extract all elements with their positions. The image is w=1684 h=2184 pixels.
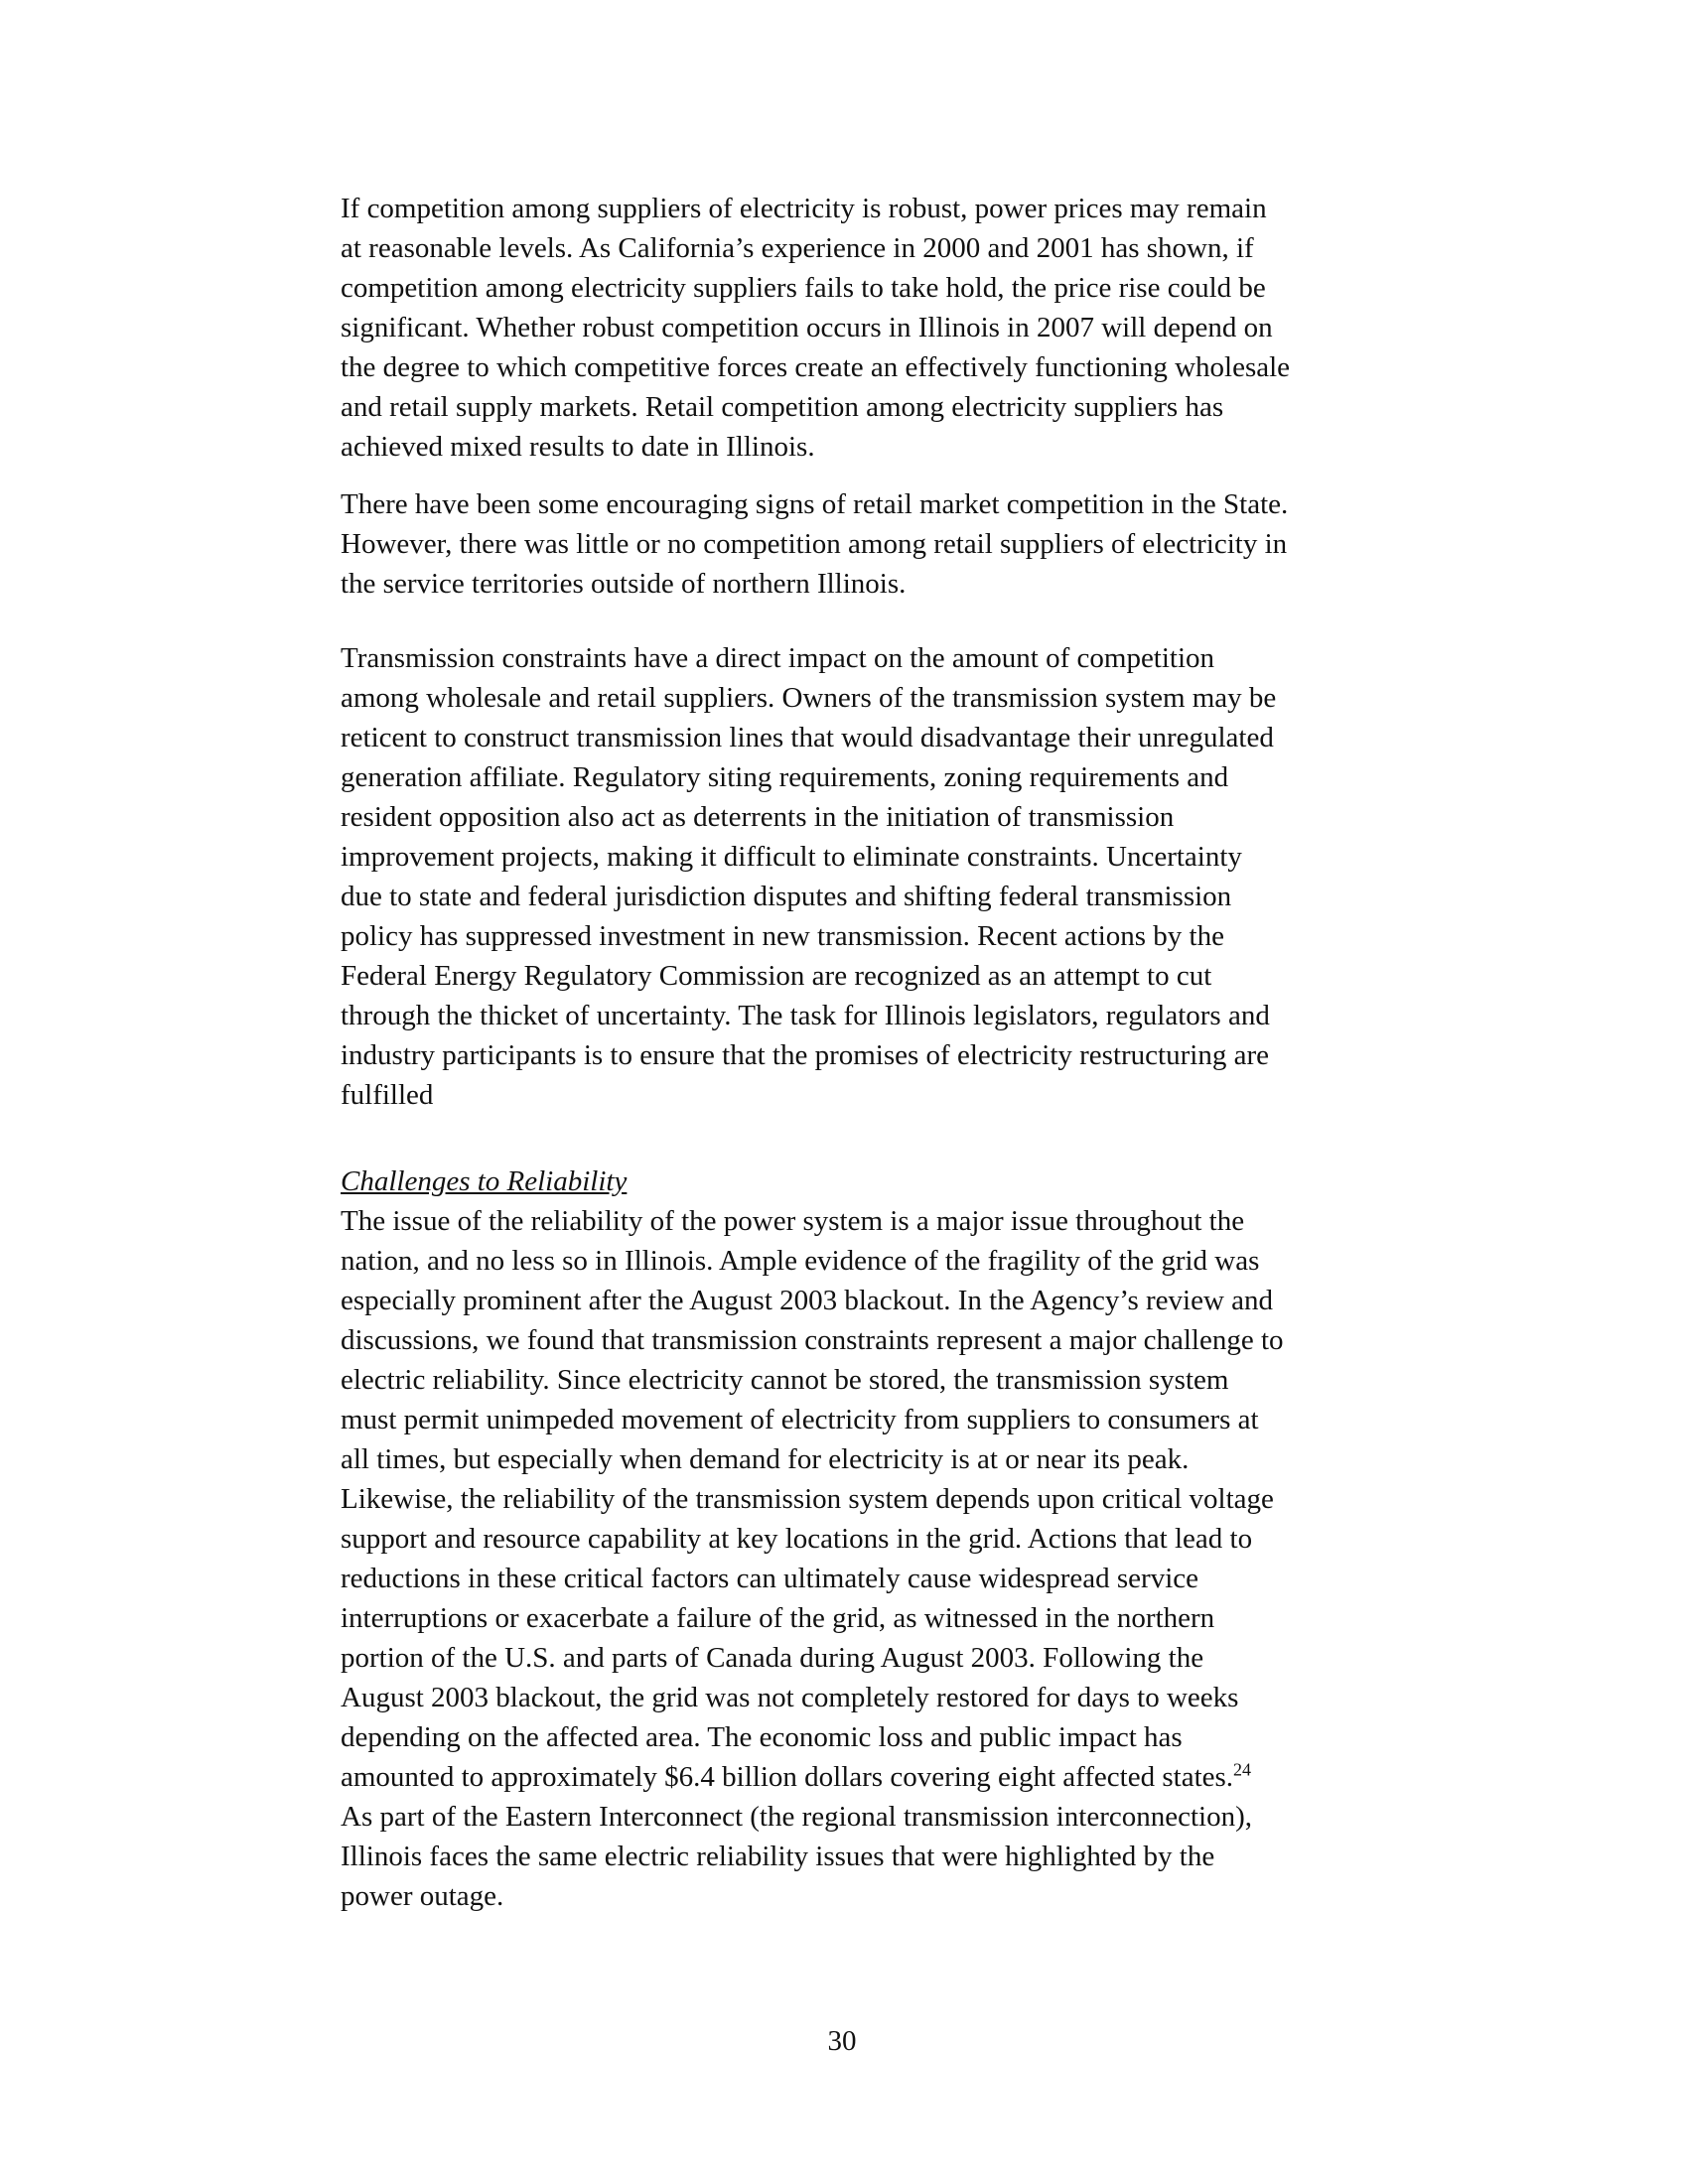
text-line: among wholesale and retail suppliers. Owners of the transmission system may be <box>341 682 1277 714</box>
text-line: competition among electricity suppliers fails to take hold, the price rise could be <box>341 272 1266 304</box>
paragraph-transmission-constraints <box>341 638 1453 1115</box>
text-line: portion of the U.S. and parts of Canada during August 2003. Following the <box>341 1642 1204 1674</box>
page-number: 30 <box>827 2025 857 2057</box>
text-line: Illinois faces the same electric reliability issues that were highlighted by the <box>341 1841 1215 1872</box>
text-line: resident opposition also act as deterrents in the initiation of transmission <box>341 801 1175 833</box>
text-line: industry participants is to ensure that the promises of electricity restructuring are <box>341 1039 1269 1071</box>
paragraph-reliability <box>341 1201 1453 1916</box>
text-line: There have been some encouraging signs of retail market competition in the State. <box>341 488 1289 520</box>
text-line: If competition among suppliers of electricity is robust, power prices may remain <box>341 193 1267 224</box>
text-line: depending on the affected area. The economic loss and public impact has <box>341 1721 1183 1753</box>
text-line: especially prominent after the August 2003 blackout. In the Agency’s review and <box>341 1285 1274 1316</box>
text-line: The issue of the reliability of the power system is a major issue throughout the <box>341 1205 1245 1237</box>
text-line: Likewise, the reliability of the transmission system depends upon critical voltage <box>341 1483 1274 1515</box>
text-line: achieved mixed results to date in Illinois. <box>341 431 815 463</box>
text-line: nation, and no less so in Illinois. Ample evidence of the fragility of the grid was <box>341 1245 1260 1277</box>
text-line: amounted to approximately $6.4 billion dollars covering eight affected states.$^{24}$ <box>341 1759 1252 1793</box>
text-line: due to state and federal jurisdiction disputes and shifting federal transmission <box>341 881 1232 912</box>
text-line: interruptions or exacerbate a failure of the grid, as witnessed in the northern <box>341 1602 1215 1634</box>
text-line: the degree to which competitive forces create an effectively functioning wholesale <box>341 351 1291 383</box>
text-line: electric reliability. Since electricity cannot be stored, the transmission system <box>341 1364 1229 1396</box>
text-line: However, there was little or no competition among retail suppliers of electricity in <box>341 528 1288 560</box>
text-line: power outage. <box>341 1880 504 1912</box>
text-line: at reasonable levels. As California’s experience in 2000 and 2001 has shown, if <box>341 232 1254 264</box>
text-line: generation affiliate. Regulatory siting requirements, zoning requirements and <box>341 761 1229 793</box>
section-heading: Challenges to Reliability <box>341 1165 628 1197</box>
text-line: must permit unimpeded movement of electricity from suppliers to consumers at <box>341 1404 1259 1435</box>
text-line: discussions, we found that transmission constraints represent a major challenge to <box>341 1324 1284 1356</box>
text-line: Federal Energy Regulatory Commission are recognized as an attempt to cut <box>341 960 1212 992</box>
text-line: August 2003 blackout, the grid was not completely restored for days to weeks <box>341 1682 1239 1713</box>
paragraph-retail-signs <box>341 484 1453 604</box>
text-line: Transmission constraints have a direct impact on the amount of competition <box>341 642 1215 674</box>
text-line: through the thicket of uncertainty. The task for Illinois legislators, regulators and <box>341 1000 1270 1031</box>
paragraph-competition <box>341 189 1453 467</box>
text-line: and retail supply markets. Retail competition among electricity suppliers has <box>341 391 1224 423</box>
text-line: fulfilled <box>341 1079 434 1111</box>
text-line: significant. Whether robust competition occurs in Illinois in 2007 will depend on <box>341 312 1273 343</box>
text-line: policy has suppressed investment in new transmission. Recent actions by the <box>341 920 1224 952</box>
footnote-reference: 24 <box>1233 1759 1252 1780</box>
text-line: support and resource capability at key locations in the grid. Actions that lead to <box>341 1523 1253 1555</box>
text-line: all times, but especially when demand for electricity is at or near its peak. <box>341 1443 1190 1475</box>
text-line: improvement projects, making it difficult to eliminate constraints. Uncertainty <box>341 841 1242 873</box>
text-line: As part of the Eastern Interconnect (the regional transmission interconnection), <box>341 1801 1253 1833</box>
text-line: reductions in these critical factors can ultimately cause widespread service <box>341 1563 1198 1594</box>
text-line: reticent to construct transmission lines that would disadvantage their unregulated <box>341 722 1274 753</box>
text-line: the service territories outside of northern Illinois. <box>341 568 907 600</box>
